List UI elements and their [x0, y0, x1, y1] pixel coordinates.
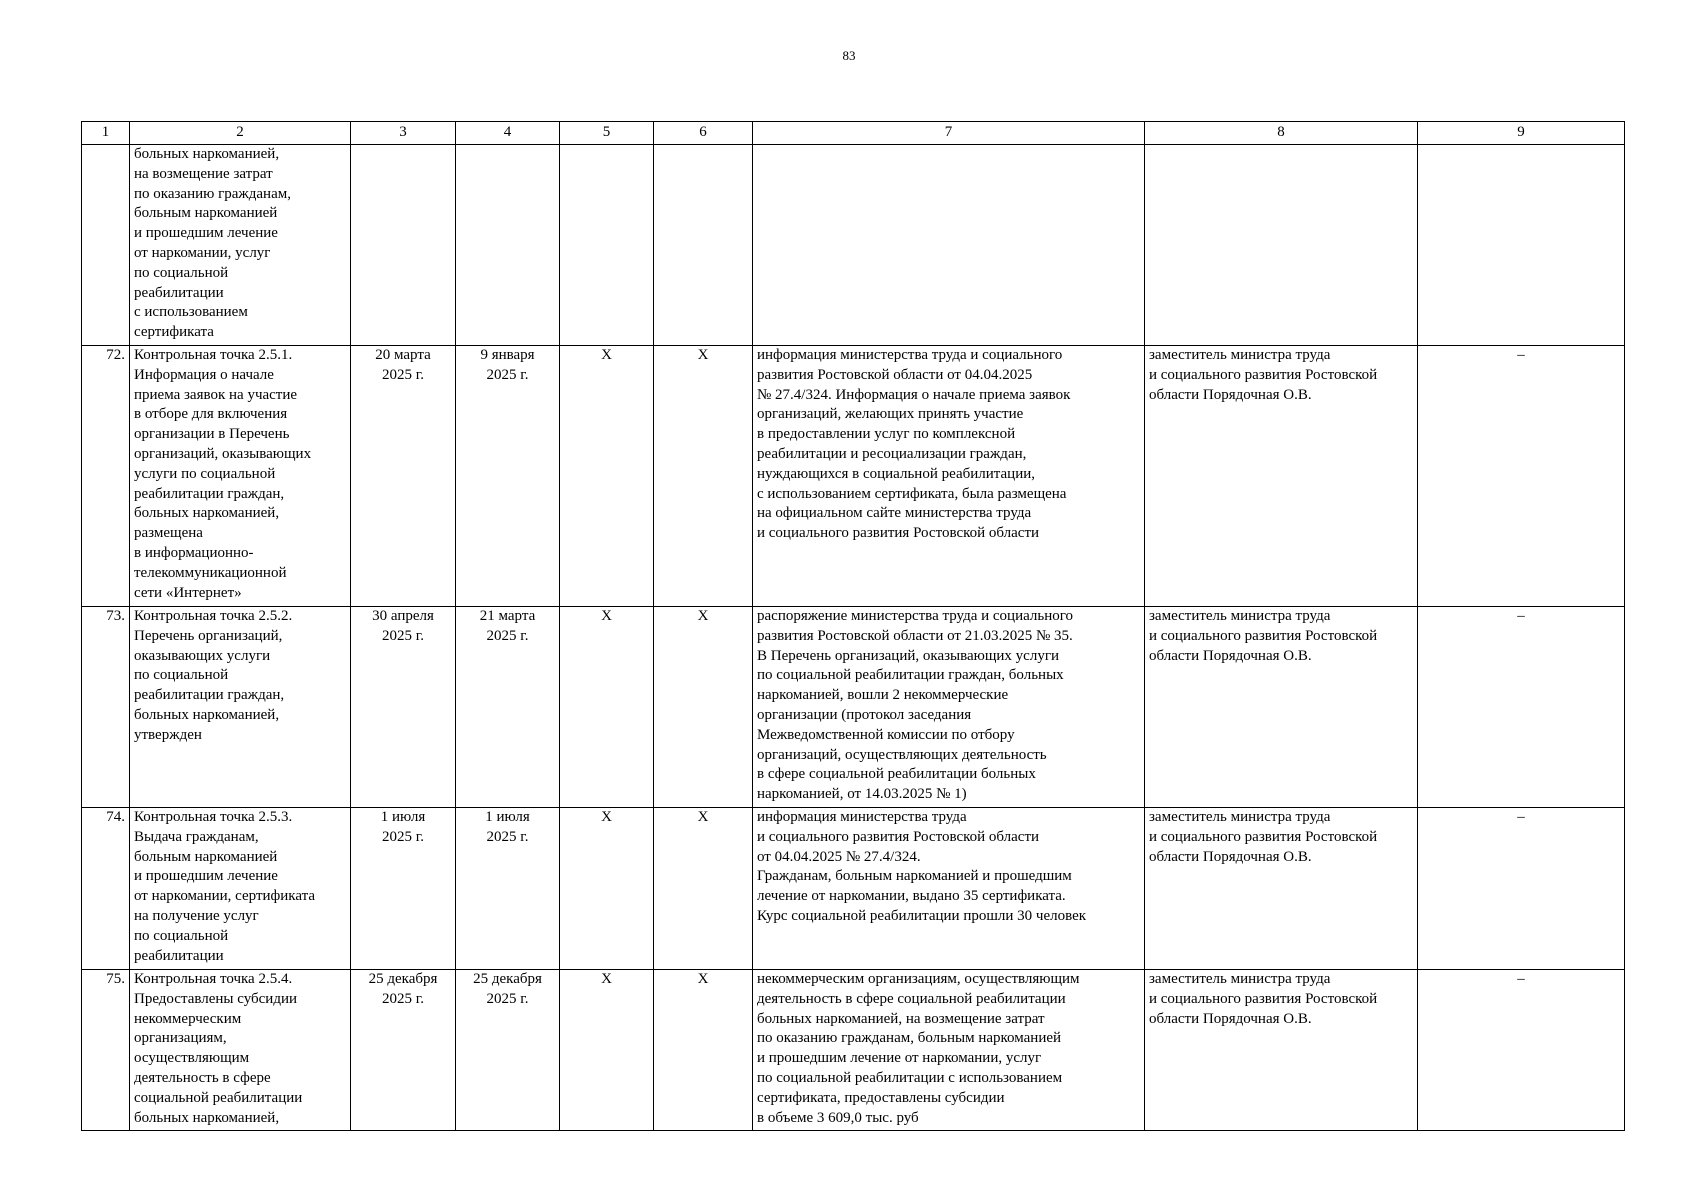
fact-date — [456, 145, 560, 346]
column-9-cell — [1418, 145, 1625, 346]
responsible-person — [1145, 145, 1418, 346]
column-5-cell — [560, 145, 654, 346]
plan-date: 30 апреля 2025 г. — [351, 607, 456, 808]
column-header: 4 — [456, 122, 560, 145]
execution-info: некоммерческим организациям, осуществляющим деятельность в сфере социальной реабилитации больных наркоманией, на возмещение затрат по оказанию гражданам, больным наркоманией и прошедшим лечение от наркомании, услуг по социальной реабилитации с использованием сертификата, предоставлены субсидии в объеме 3 609,0 тыс. руб — [753, 970, 1145, 1131]
column-6-cell: Х — [654, 346, 753, 607]
table-row — [82, 808, 1625, 970]
fact-date: 9 января 2025 г. — [456, 346, 560, 607]
control-points-table — [81, 121, 1625, 1131]
column-5-cell: Х — [560, 970, 654, 1131]
column-6-cell: Х — [654, 607, 753, 808]
table-row — [82, 607, 1625, 808]
column-9-cell: – — [1418, 808, 1625, 970]
column-header: 3 — [351, 122, 456, 145]
row-number: 72. — [82, 346, 130, 607]
column-9-cell: – — [1418, 346, 1625, 607]
row-number: 73. — [82, 607, 130, 808]
responsible-person: заместитель министра труда и социального развития Ростовской области Порядочная О.В. — [1145, 970, 1418, 1131]
column-header: 1 — [82, 122, 130, 145]
execution-info: распоряжение министерства труда и социального развития Ростовской области от 21.03.2025 № 35. В Перечень организаций, оказывающих услуги по социальной реабилитации граждан, больных наркоманией, вошли 2 некоммерческие организации (протокол заседания Межведомственной комиссии по отбору организаций, осуществляющих деятельность в сфере социальной реабилитации больных наркоманией, от 14.03.2025 № 1) — [753, 607, 1145, 808]
column-5-cell: Х — [560, 607, 654, 808]
fact-date: 1 июля 2025 г. — [456, 808, 560, 970]
plan-date: 20 марта 2025 г. — [351, 346, 456, 607]
table-row — [82, 970, 1625, 1131]
responsible-person: заместитель министра труда и социального развития Ростовской области Порядочная О.В. — [1145, 346, 1418, 607]
row-number — [82, 145, 130, 346]
table-row — [82, 145, 1625, 346]
execution-info: информация министерства труда и социального развития Ростовской области от 04.04.2025 № 27.4/324. Информация о начале приема заявок организаций, желающих принять участие в предоставлении услуг по комплексной реабилитации и ресоциализации граждан, нуждающихся в социальной реабилитации, с использованием сертификата, была размещена на официальном сайте министерства труда и социального развития Ростовской области — [753, 346, 1145, 607]
row-number: 74. — [82, 808, 130, 970]
execution-info — [753, 145, 1145, 346]
column-number-row — [82, 122, 1625, 145]
column-header: 2 — [130, 122, 351, 145]
plan-date — [351, 145, 456, 346]
column-9-cell: – — [1418, 607, 1625, 808]
column-header: 8 — [1145, 122, 1418, 145]
column-header: 5 — [560, 122, 654, 145]
column-5-cell: Х — [560, 808, 654, 970]
column-header: 9 — [1418, 122, 1625, 145]
fact-date: 21 марта 2025 г. — [456, 607, 560, 808]
column-6-cell: Х — [654, 808, 753, 970]
column-header: 7 — [753, 122, 1145, 145]
responsible-person: заместитель министра труда и социального развития Ростовской области Порядочная О.В. — [1145, 808, 1418, 970]
control-point-name: Контрольная точка 2.5.2. Перечень организаций, оказывающих услуги по социальной реабилитации граждан, больных наркоманией, утвержден — [130, 607, 351, 808]
table-row — [82, 346, 1625, 607]
execution-info: информация министерства труда и социального развития Ростовской области от 04.04.2025 № 27.4/324. Гражданам, больным наркоманией и прошедшим лечение от наркомании, выдано 35 сертификата. Курс социальной реабилитации прошли 30 человек — [753, 808, 1145, 970]
plan-date: 25 декабря 2025 г. — [351, 970, 456, 1131]
control-point-name: Контрольная точка 2.5.3. Выдача гражданам, больным наркоманией и прошедшим лечение от наркомании, сертификата на получение услуг по социальной реабилитации — [130, 808, 351, 970]
plan-date: 1 июля 2025 г. — [351, 808, 456, 970]
column-header: 6 — [654, 122, 753, 145]
control-point-name: Контрольная точка 2.5.4. Предоставлены субсидии некоммерческим организациям, осуществляющим деятельность в сфере социальной реабилитации больных наркоманией, — [130, 970, 351, 1131]
responsible-person: заместитель министра труда и социального развития Ростовской области Порядочная О.В. — [1145, 607, 1418, 808]
column-6-cell — [654, 145, 753, 346]
column-5-cell: Х — [560, 346, 654, 607]
row-number: 75. — [82, 970, 130, 1131]
control-point-name: больных наркоманией, на возмещение затрат по оказанию гражданам, больным наркоманией и прошедшим лечение от наркомании, услуг по социальной реабилитации с использованием сертификата — [130, 145, 351, 346]
column-6-cell: Х — [654, 970, 753, 1131]
control-point-name: Контрольная точка 2.5.1. Информация о начале приема заявок на участие в отборе для включения организации в Перечень организаций, оказывающих услуги по социальной реабилитации граждан, больных наркоманией, размещена в информационно- телекоммуникационной сети «Интернет» — [130, 346, 351, 607]
page-number: 83 — [842, 48, 856, 63]
column-9-cell: – — [1418, 970, 1625, 1131]
fact-date: 25 декабря 2025 г. — [456, 970, 560, 1131]
